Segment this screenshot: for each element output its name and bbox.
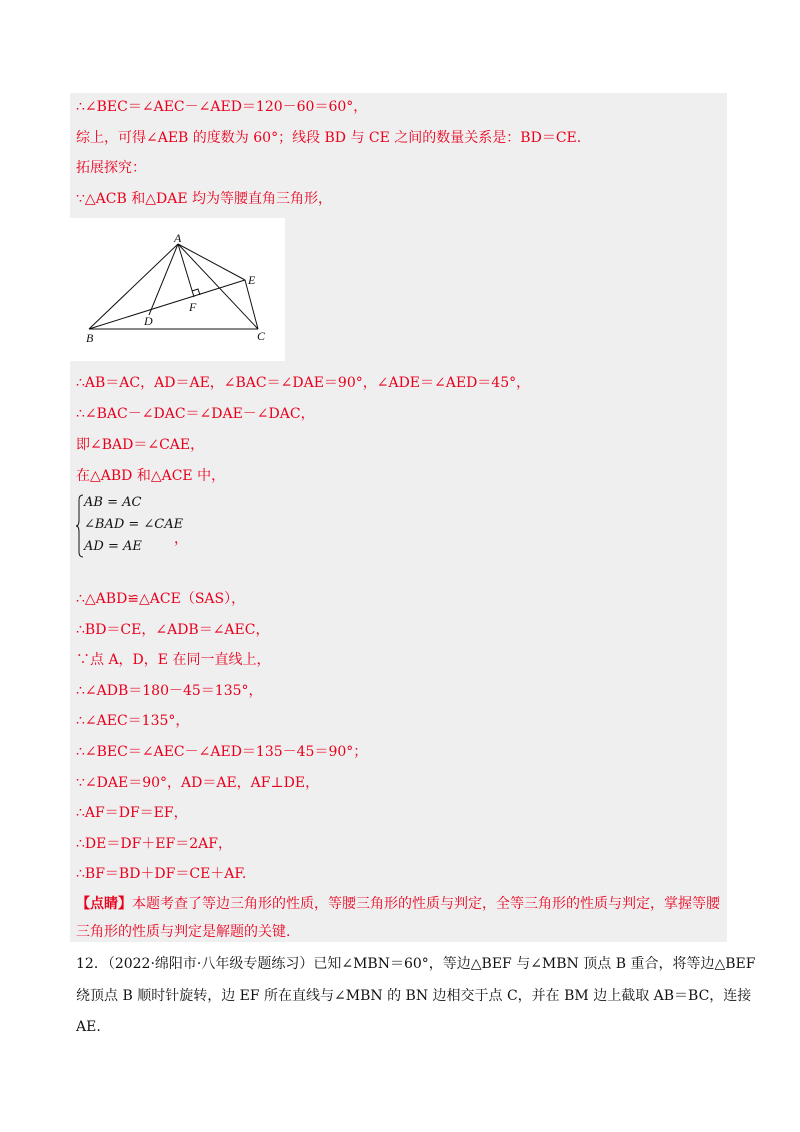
equation-system — [76, 494, 256, 560]
solution-line-2: 综上，可得∠AEB 的度数为 60°；线段 BD 与 CE 之间的数量关系是：BD＝CE. — [76, 130, 582, 146]
solution-line-6: ∴∠BAC－∠DAC＝∠DAE－∠DAC， — [76, 406, 315, 422]
solution-line-16: ∴AF＝DF＝EF， — [76, 805, 188, 821]
comment-tag: 【点睛】 — [76, 896, 132, 912]
solution-line-13: ∴∠AEC＝135°， — [76, 713, 190, 729]
geometry-figure — [70, 218, 285, 361]
label-d: D — [144, 314, 153, 328]
question-line-1: 12．（2022·绵阳市·八年级专题练习）已知∠MBN＝60°，等边△BEF 与∠MBN 顶点 B 重合，将等边△BEF — [76, 956, 756, 972]
equation-row: AD = AE — [84, 539, 142, 554]
solution-line-1: ∴∠BEC＝∠AEC－∠AED＝120－60＝60°， — [76, 99, 368, 115]
solution-line-12: ∴∠ADB＝180－45＝135°， — [76, 683, 263, 699]
solution-line-17: ∴DE＝DF＋EF＝2AF， — [76, 836, 232, 852]
comment-line-1 — [76, 894, 720, 914]
label-b: B — [86, 331, 94, 345]
system-comma: ， — [174, 531, 188, 547]
solution-line-9: ∴△ABD≌△ACE（SAS）， — [76, 591, 246, 607]
solution-line-18: ∴BF＝BD＋DF＝CE＋AF. — [76, 866, 247, 882]
solution-line-5: ∴AB＝AC，AD＝AE，∠BAC＝∠DAE＝90°，∠ADE＝∠AED＝45°， — [76, 375, 531, 391]
label-a: A — [174, 231, 182, 245]
equation-row: AB = AC — [84, 495, 142, 510]
label-c: C — [257, 329, 266, 343]
solution-line-8: 在△ABD 和△ACE 中， — [76, 468, 226, 484]
solution-line-11: ∵点 A，D，E 在同一直线上， — [76, 652, 271, 668]
comment-text: 本题考查了等边三角形的性质，等腰三角形的性质与判定，全等三角形的性质与判定，掌握等腰 — [132, 896, 720, 912]
triangle-diagram — [70, 218, 285, 361]
equation-row: ∠BAD = ∠CAE — [84, 517, 184, 532]
solution-line-3: 拓展探究： — [76, 160, 146, 176]
question-line-3: AE. — [76, 1019, 101, 1035]
solution-line-15: ∵∠DAE＝90°，AD＝AE，AF⊥DE， — [76, 775, 320, 791]
comment-line-2: 三角形的性质与判定是解题的关键. — [76, 924, 291, 940]
left-brace-icon — [76, 494, 84, 558]
label-e: E — [248, 273, 256, 287]
question-line-2: 绕顶点 B 顺时针旋转，边 EF 所在直线与∠MBN 的 BN 边相交于点 C，并在 BM 边上截取 AB＝BC，连接 — [76, 988, 752, 1004]
solution-line-7: 即∠BAD＝∠CAE， — [76, 437, 205, 453]
label-f: F — [189, 300, 197, 314]
solution-line-10: ∴BD＝CE，∠ADB＝∠AEC， — [76, 622, 270, 638]
solution-line-4: ∵△ACB 和△DAE 均为等腰直角三角形， — [76, 191, 333, 207]
solution-line-14: ∴∠BEC＝∠AEC－∠AED＝135－45＝90°； — [76, 744, 368, 760]
